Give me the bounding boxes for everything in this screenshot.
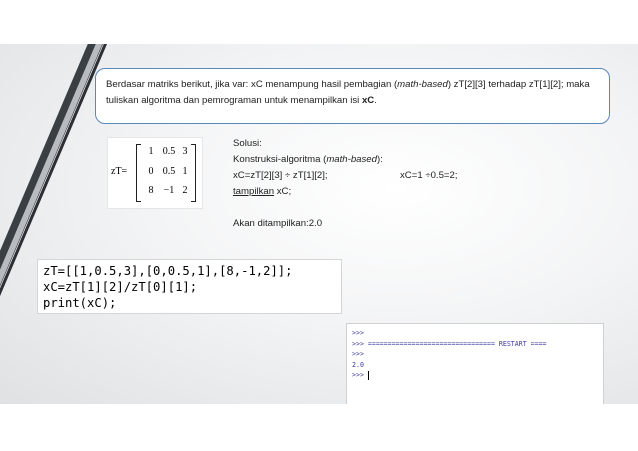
- solution-italic: math-based: [326, 154, 377, 165]
- matrix-cell: 0.5: [162, 146, 176, 157]
- shell-line: >>> ================================ RESTART ====: [352, 339, 547, 348]
- question-bold: xC: [361, 95, 375, 106]
- solution-text: ):: [376, 154, 383, 165]
- code-line: xC=zT[1][2]/zT[0][1];: [43, 280, 198, 294]
- solution-title: Solusi:: [233, 138, 262, 149]
- solution-text: xC;: [274, 186, 292, 197]
- python-shell[interactable]: [346, 323, 604, 404]
- matrix-cell: −1: [163, 185, 175, 196]
- question-text-2: ) zT[2][3] terhadap zT[1][2]; maka tuliskan algoritma dan pemrograman untuk menampilkan isi: [106, 79, 590, 106]
- shell-prompt: >>>: [352, 371, 368, 379]
- slide-background: [0, 44, 638, 404]
- question-text-3: .: [374, 95, 377, 106]
- code-editor: [37, 259, 342, 314]
- matrix-cell: 1: [148, 146, 154, 157]
- spacer: [233, 200, 553, 216]
- matrix-cell: 0.5: [162, 166, 176, 177]
- shell-line: >>>: [352, 350, 364, 358]
- code-line: print(xC);: [43, 296, 117, 310]
- matrix-image: [107, 137, 203, 209]
- decor-bar-dark: [0, 44, 105, 404]
- matrix-cell: 8: [148, 185, 154, 196]
- question-box: [95, 68, 610, 124]
- shell-prompt-line[interactable]: [352, 370, 603, 381]
- solution-line-display: [233, 184, 553, 200]
- question-italic: math-based: [397, 79, 448, 90]
- matrix-cell: 3: [182, 146, 188, 157]
- shell-line: >>>: [352, 329, 364, 337]
- solution-formula-right: xC=1 ÷0.5=2;: [400, 170, 458, 181]
- solution-underlined: tampilkan: [233, 186, 275, 197]
- question-text-1: Berdasar matriks berikut, jika var: xC menampung hasil pembagian (: [106, 79, 398, 90]
- solution-line-algorithm: [233, 152, 553, 168]
- text-cursor: [368, 371, 369, 380]
- solution-block: [233, 136, 553, 232]
- matrix-label: zT=: [111, 166, 128, 177]
- solution-result: Akan ditampilkan:2.0: [233, 218, 323, 229]
- matrix-cell: 2: [182, 185, 188, 196]
- code-line: zT=[[1,0.5,3],[0,0.5,1],[8,-1,2]];: [43, 264, 293, 278]
- solution-line-formula: xC=zT[2][3] ÷ zT[1][2];: [233, 170, 328, 181]
- shell-line: 2.0: [352, 360, 364, 369]
- matrix-cell: 1: [182, 166, 188, 177]
- matrix-cell: 0: [148, 166, 154, 177]
- solution-text: Konstruksi-algoritma (: [233, 154, 327, 165]
